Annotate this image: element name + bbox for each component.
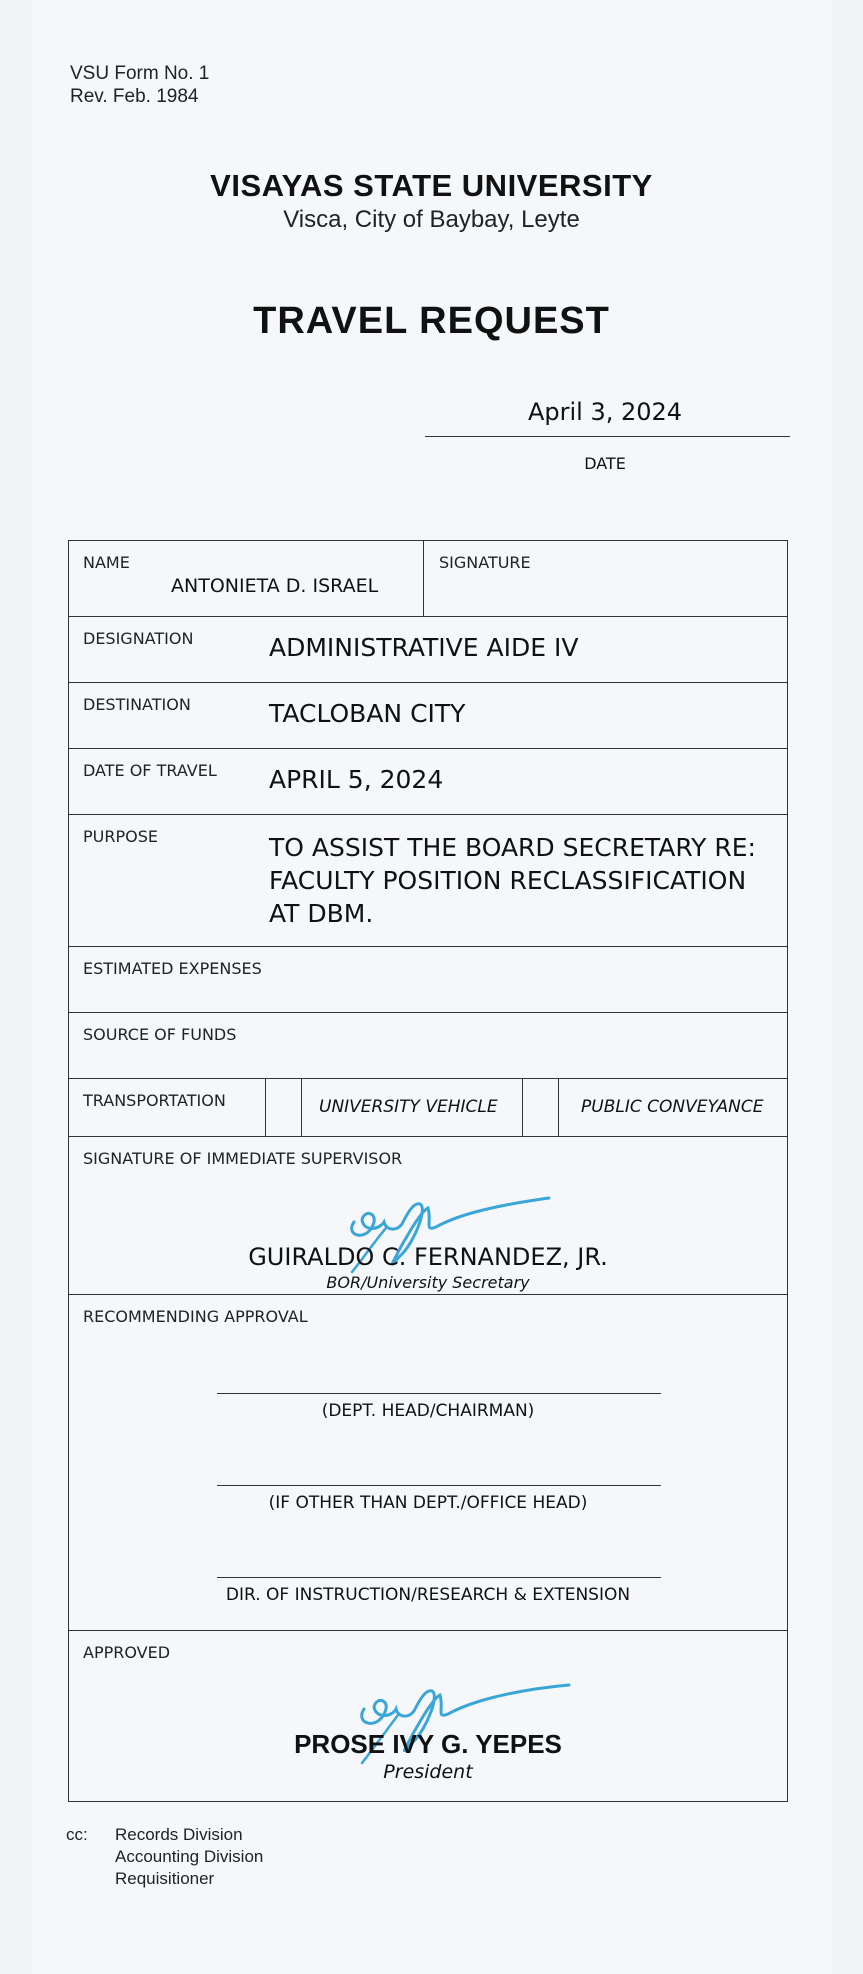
university-name: VISAYAS STATE UNIVERSITY xyxy=(210,168,653,203)
travel-date-row xyxy=(69,749,787,815)
vehicle-checkbox[interactable] xyxy=(301,1079,302,1136)
recommending-label: RECOMMENDING APPROVAL xyxy=(83,1307,308,1326)
destination-value: TACLOBAN CITY xyxy=(269,699,466,728)
designation-value: ADMINISTRATIVE AIDE IV xyxy=(269,633,579,662)
designation-label: DESIGNATION xyxy=(83,629,194,648)
transportation-label: TRANSPORTATION xyxy=(83,1091,226,1110)
supervisor-row xyxy=(69,1137,787,1295)
travel-request-form xyxy=(68,540,788,1802)
approver-name: PROSE IVY G. YEPES xyxy=(294,1729,562,1759)
travel-date-label: DATE OF TRAVEL xyxy=(83,761,217,780)
cc-label: cc: xyxy=(66,1825,88,1844)
purpose-value: TO ASSIST THE BOARD SECRETARY RE: FACULTY POSITION RECLASSIFICATION AT DBM. xyxy=(269,833,756,928)
caption-director: DIR. OF INSTRUCTION/RESEARCH & EXTENSION xyxy=(225,1585,631,1605)
option-university-vehicle: UNIVERSITY VEHICLE xyxy=(319,1097,498,1117)
supervisor-title: BOR/University Secretary xyxy=(326,1273,530,1292)
signature-line-other-head xyxy=(217,1485,661,1486)
supervisor-label: SIGNATURE OF IMMEDIATE SUPERVISOR xyxy=(83,1149,403,1168)
public-checkbox[interactable] xyxy=(558,1079,559,1136)
transportation-row xyxy=(69,1079,787,1137)
request-date-value: April 3, 2024 xyxy=(527,398,683,426)
date-underline xyxy=(425,436,790,437)
cc-list xyxy=(115,1824,263,1890)
approved-label: APPROVED xyxy=(83,1643,171,1662)
vehicle-checkbox-left-border xyxy=(265,1079,266,1136)
destination-row xyxy=(69,683,787,749)
university-address: Visca, City of Baybay, Leyte xyxy=(283,206,580,233)
caption-dept-head: (DEPT. HEAD/CHAIRMAN) xyxy=(321,1401,535,1421)
funds-row xyxy=(69,1013,787,1079)
signature-line-dept-head xyxy=(217,1393,661,1394)
expenses-row xyxy=(69,947,787,1013)
destination-label: DESTINATION xyxy=(83,695,191,714)
signature-label: SIGNATURE xyxy=(439,553,531,572)
recommending-row xyxy=(69,1295,787,1631)
cc-item: Requisitioner xyxy=(115,1869,215,1888)
option-public-conveyance: PUBLIC CONVEYANCE xyxy=(581,1097,764,1117)
name-row xyxy=(69,541,787,617)
name-label: NAME xyxy=(83,553,130,572)
travel-date-value: APRIL 5, 2024 xyxy=(269,765,444,794)
purpose-label: PURPOSE xyxy=(83,827,158,846)
purpose-row xyxy=(69,815,787,947)
supervisor-name: GUIRALDO C. FERNANDEZ, JR. xyxy=(248,1243,608,1271)
expenses-label: ESTIMATED EXPENSES xyxy=(83,959,262,978)
document-title: TRAVEL REQUEST xyxy=(253,300,610,342)
caption-other-head: (IF OTHER THAN DEPT./OFFICE HEAD) xyxy=(268,1493,588,1513)
name-value: ANTONIETA D. ISRAEL xyxy=(171,575,379,597)
request-date-label: DATE xyxy=(584,454,626,473)
cc-item: Records Division xyxy=(115,1825,243,1844)
approved-row xyxy=(69,1631,787,1801)
cc-item: Accounting Division xyxy=(115,1847,264,1866)
funds-label: SOURCE OF FUNDS xyxy=(83,1025,237,1044)
form-number: VSU Form No. 1 Rev. Feb. 1984 xyxy=(70,63,210,107)
approver-title: President xyxy=(383,1761,473,1783)
signature-line-director xyxy=(217,1577,661,1578)
public-checkbox-left-border xyxy=(522,1079,523,1136)
designation-row xyxy=(69,617,787,683)
name-divider xyxy=(423,541,424,616)
